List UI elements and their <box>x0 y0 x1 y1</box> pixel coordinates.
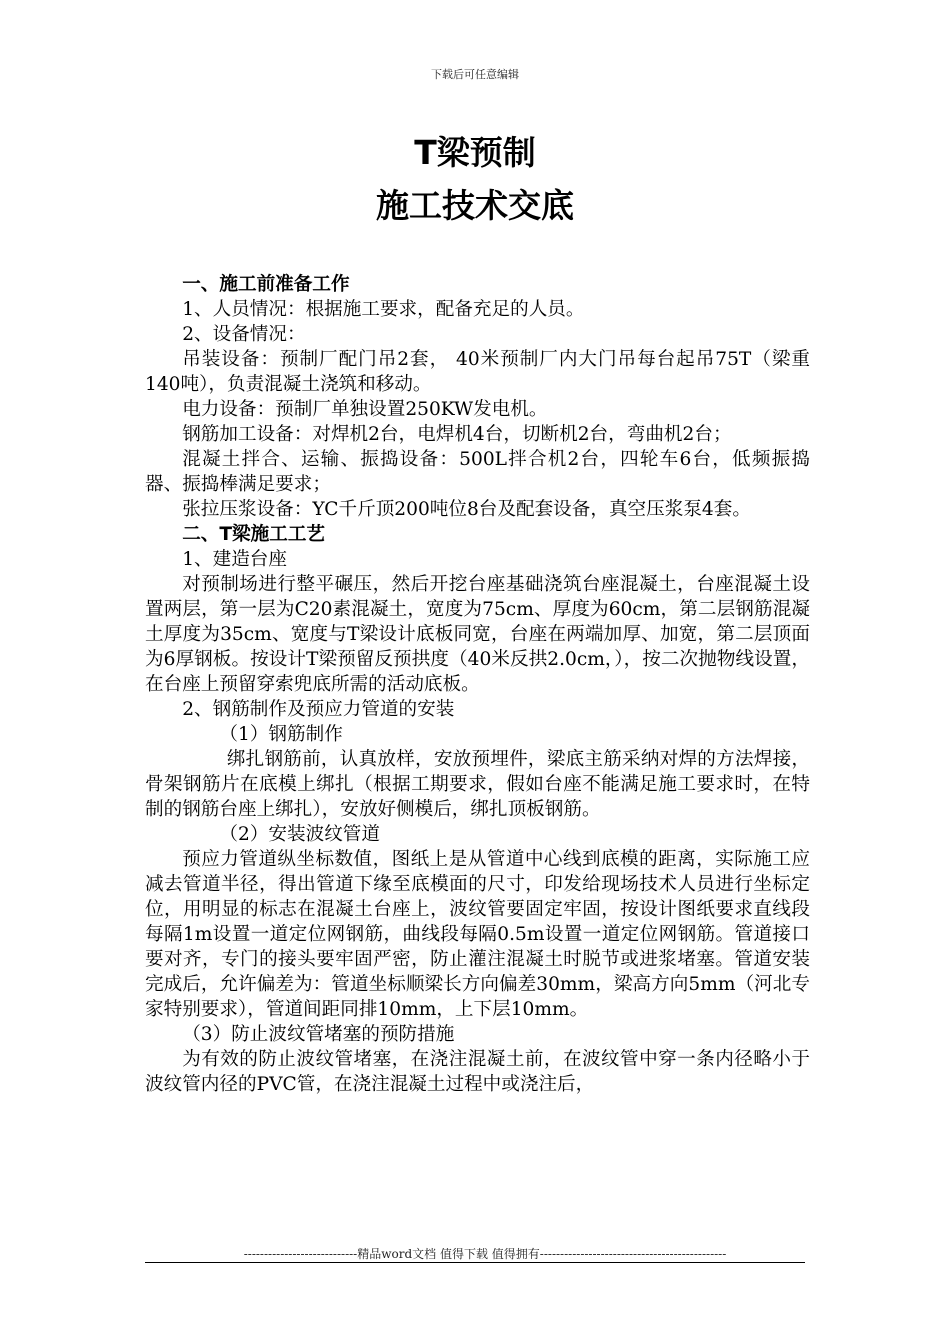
subheading: （1）钢筋制作 <box>219 724 343 745</box>
footer-note: ----------------------------精品word文档 值得下载 值得拥有---------------------------------------------- <box>243 1247 727 1261</box>
paragraph: 混凝土拌合、运输、振捣设备：500L拌合机2台，四轮车6台，低频振捣器、振捣棒满足要求； <box>145 449 810 495</box>
paragraph: 对预制场进行整平碾压，然后开挖台座基础浇筑台座混凝土，台座混凝土设置两层，第一层为C20素混凝土，宽度为75cm、厚度为60cm，第二层钢筋混凝土厚度为35cm、宽度与T梁设计底板同宽，台座在两端加厚、加宽，第二层顶面为6厚钢板。按设计T梁预留反预拱度（40米反拱2.0cm，），按二次抛物线设置，在台座上预留穿索兜底所需的活动底板。 <box>145 574 810 695</box>
paragraph: 钢筋加工设备：对焊机2台，电焊机4台，切断机2台，弯曲机2台； <box>182 424 732 445</box>
document-body <box>145 272 810 1097</box>
paragraph: 2、设备情况： <box>182 324 306 345</box>
footer-divider <box>145 1262 805 1263</box>
title-line-1: T梁预制 <box>414 133 536 172</box>
paragraph: 2、钢筋制作及预应力管道的安装 <box>182 699 455 720</box>
title-line-2: 施工技术交底 <box>376 186 574 225</box>
header-note: 下载后可任意编辑 <box>431 68 519 81</box>
paragraph: 绑扎钢筋前，认真放样，安放预埋件，梁底主筋采纳对焊的方法焊接，骨架钢筋片在底模上绑扎（根据工期要求，假如台座不能满足施工要求时，在特制的钢筋台座上绑扎），安放好侧模后，绑扎顶板钢筋。 <box>145 749 810 820</box>
subheading: （2）安装波纹管道 <box>219 824 380 845</box>
paragraph: 为有效的防止波纹管堵塞，在浇注混凝土前，在波纹管中穿一条内径略小于波纹管内径的PVC管，在浇注混凝土过程中或浇注后， <box>145 1049 810 1095</box>
subheading: （3）防止波纹管堵塞的预防措施 <box>182 1024 455 1045</box>
paragraph: 1、建造台座 <box>182 549 287 570</box>
section-heading-2: 二、T梁施工工艺 <box>182 524 326 545</box>
paragraph: 张拉压浆设备：YC千斤顶200吨位8台及配套设备，真空压浆泵4套。 <box>182 499 751 520</box>
section-heading-1: 一、施工前准备工作 <box>182 274 350 295</box>
paragraph: 电力设备：预制厂单独设置250KW发电机。 <box>182 399 548 420</box>
paragraph: 吊装设备：预制厂配门吊2套， 40米预制厂内大门吊每台起吊75T（梁重140吨），负责混凝土浇筑和移动。 <box>145 349 810 395</box>
paragraph: 预应力管道纵坐标数值，图纸上是从管道中心线到底模的距离，实际施工应减去管道半径，得出管道下缘至底模面的尺寸，印发给现场技术人员进行坐标定位，用明显的标志在混凝土台座上，波纹管要固定牢固，按设计图纸要求直线段每隔1m设置一道定位网钢筋，曲线段每隔0.5m设置一道定位网钢筋。管道接口要对齐，专门的接头要牢固严密，防止灌注混凝土时脱节或进浆堵塞。管道安装完成后，允许偏差为：管道坐标顺梁长方向偏差30mm，梁高方向5mm（河北专家特别要求），管道间距同排10mm，上下层10mm。 <box>145 849 810 1020</box>
paragraph: 1、人员情况：根据施工要求，配备充足的人员。 <box>182 299 585 320</box>
